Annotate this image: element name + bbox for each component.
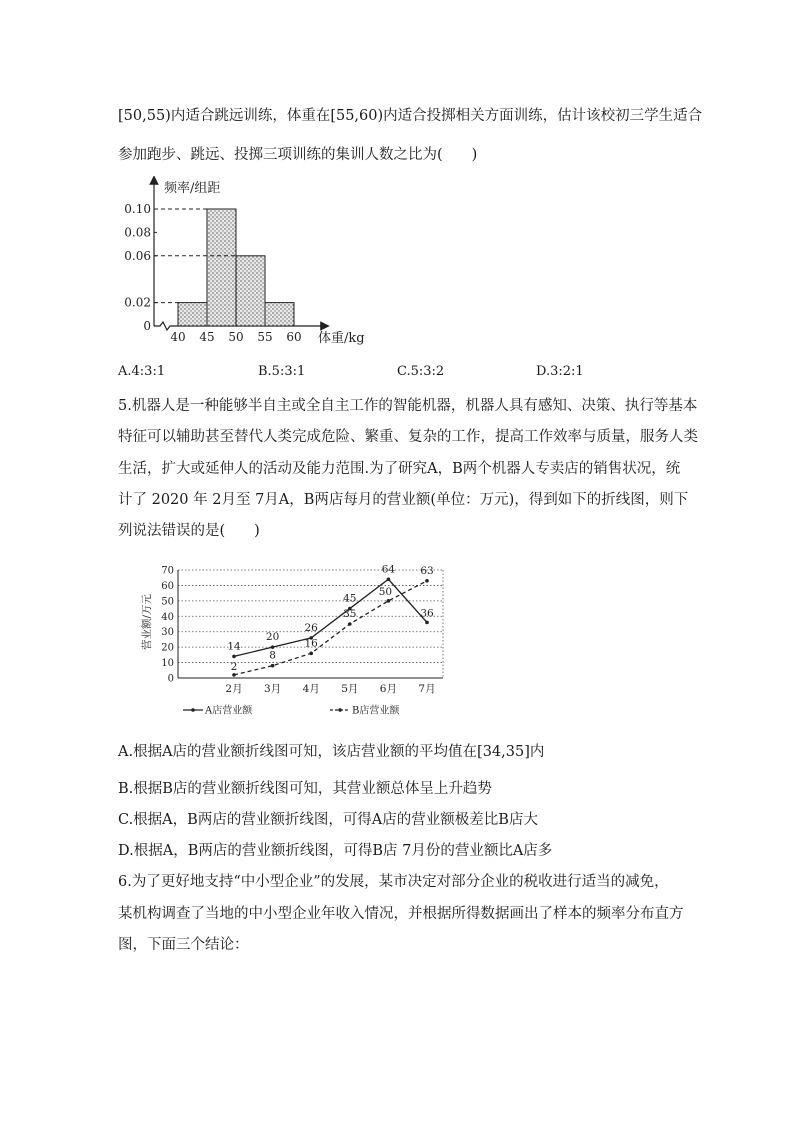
histogram-y-axis-label: 频率/组距 bbox=[164, 181, 221, 196]
q4-option-c: C.5:3:2 bbox=[397, 364, 445, 379]
line-series-a-label: 20 bbox=[265, 631, 280, 644]
line-chart-x-tick-label: 4月 bbox=[302, 683, 320, 695]
histogram-y-tick-label: 0.10 bbox=[124, 202, 151, 216]
q4-option-b: B.5:3:1 bbox=[258, 364, 306, 379]
q5-line-3: 生活，扩大或延伸人的活动及能力范围.为了研究A，B两个机器人专卖店的销售状况，统 bbox=[118, 461, 681, 477]
q5-option-d: D.根据A，B两店的营业额折线图，可得B店 7月份的营业额比A店多 bbox=[118, 843, 553, 859]
histogram-y-tick-label: 0.02 bbox=[124, 295, 151, 310]
line-chart-y-tick-label: 20 bbox=[161, 642, 174, 654]
histogram-bar bbox=[236, 256, 265, 326]
legend-b-marker bbox=[338, 708, 342, 712]
q5-option-b: B.根据B店的营业额折线图可知，其营业额总体呈上升趋势 bbox=[118, 781, 492, 797]
histogram-y-tick-label: 0 bbox=[143, 319, 151, 333]
legend-a-marker bbox=[191, 708, 195, 712]
line-series-a-label: 26 bbox=[304, 621, 318, 634]
histogram-x-axis-label: 体重/kg bbox=[318, 331, 365, 346]
line-series-a-label: 14 bbox=[227, 640, 241, 653]
legend-a-label: A店营业额 bbox=[205, 705, 253, 717]
line-chart-y-tick-label: 10 bbox=[161, 658, 174, 670]
histogram-chart bbox=[118, 176, 378, 346]
line-series-b-point bbox=[387, 599, 391, 603]
line-series-b-point bbox=[348, 622, 352, 626]
histogram-y-tick-label: 0.06 bbox=[124, 248, 151, 263]
line-series-b-label: 2 bbox=[230, 660, 238, 673]
line-series-a-label: 45 bbox=[343, 592, 357, 605]
histogram-x-tick-label: 50 bbox=[228, 330, 244, 344]
histogram-y-tick-label: 0.08 bbox=[124, 225, 151, 240]
line-series-b-label: 35 bbox=[343, 608, 357, 620]
line-series-b-point bbox=[309, 652, 313, 656]
line-series-a-point bbox=[387, 577, 391, 581]
line-series-b-label: 16 bbox=[304, 637, 318, 650]
line-series-b-label: 8 bbox=[269, 649, 276, 662]
q5-option-a: A.根据A店的营业额折线图可知，该店营业额的平均值在[34,35]内 bbox=[118, 744, 545, 760]
line-series-b-point bbox=[232, 673, 236, 677]
line-series-b-label: 50 bbox=[378, 585, 393, 598]
line-series-a-point bbox=[425, 621, 429, 625]
line-chart-x-tick-label: 6月 bbox=[379, 683, 397, 695]
histogram-x-tick-label: 55 bbox=[257, 330, 273, 344]
line-chart-x-tick-label: 5月 bbox=[341, 683, 359, 695]
q5-line-2: 特征可以辅助甚至替代人类完成危险、繁重、复杂的工作，提高工作效率与质量，服务人类 bbox=[118, 429, 698, 445]
line-chart bbox=[138, 560, 448, 720]
line-series-b-point bbox=[271, 664, 275, 668]
line-chart-y-tick-label: 0 bbox=[167, 673, 174, 685]
line-series-b-label: 63 bbox=[420, 564, 434, 577]
line-chart-y-axis-label: 营业额/万元 bbox=[141, 593, 153, 651]
histogram-x-tick-label: 60 bbox=[286, 330, 302, 344]
line-chart-x-tick-label: 2月 bbox=[225, 683, 243, 695]
line-chart-y-tick-label: 30 bbox=[161, 627, 174, 639]
line-chart-y-tick-label: 40 bbox=[161, 611, 174, 623]
q6-line-1: 6.为了更好地支持“中小型企业”的发展，某市决定对部分企业的税收进行适当的减免， bbox=[118, 874, 669, 890]
q4-line-1: [50,55)内适合跳远训练，体重在[55,60)内适合投掷相关方面训练，估计该校初三学生适合 bbox=[118, 108, 703, 124]
histogram-bar bbox=[265, 303, 294, 326]
line-chart-y-tick-label: 70 bbox=[161, 565, 174, 577]
line-chart-y-tick-label: 60 bbox=[161, 580, 174, 592]
line-chart-x-tick-label: 3月 bbox=[264, 683, 282, 695]
q6-line-2: 某机构调查了当地的中小型企业年收入情况，并根据所得数据画出了样本的频率分布直方 bbox=[118, 906, 684, 922]
q5-line-4: 计了 2020 年 2月至 7月A，B两店每月的营业额(单位：万元)，得到如下的折线图，则下 bbox=[118, 492, 689, 508]
histogram-bar bbox=[207, 209, 236, 326]
line-series-b-point bbox=[425, 579, 429, 583]
line-series-b bbox=[234, 581, 427, 675]
q4-option-d: D.3:2:1 bbox=[536, 364, 584, 379]
q5-line-5: 列说法错误的是( ) bbox=[118, 523, 260, 539]
line-series-a-label: 64 bbox=[381, 563, 396, 576]
line-series-a bbox=[234, 579, 427, 656]
q6-line-3: 图，下面三个结论： bbox=[118, 937, 249, 953]
legend-b-label: B店营业额 bbox=[352, 705, 400, 717]
histogram-x-tick-label: 45 bbox=[199, 330, 215, 344]
q4-line-2: 参加跑步、跳远、投掷三项训练的集训人数之比为( ) bbox=[118, 147, 478, 163]
histogram-bar bbox=[178, 303, 207, 326]
line-series-a-point bbox=[232, 655, 236, 659]
line-chart-x-tick-label: 7月 bbox=[418, 683, 436, 695]
line-series-a-point bbox=[271, 645, 275, 649]
line-chart-y-tick-label: 50 bbox=[161, 596, 174, 608]
line-series-a-label: 36 bbox=[420, 607, 434, 620]
q5-line-1: 5.机器人是一种能够半自主或全自主工作的智能机器，机器人具有感知、决策、执行等基本 bbox=[118, 398, 698, 414]
q5-option-c: C.根据A，B两店的营业额折线图，可得A店的营业额极差比B店大 bbox=[118, 812, 538, 828]
q4-option-a: A.4:3:1 bbox=[118, 364, 166, 379]
histogram-x-tick-label: 40 bbox=[170, 330, 186, 344]
